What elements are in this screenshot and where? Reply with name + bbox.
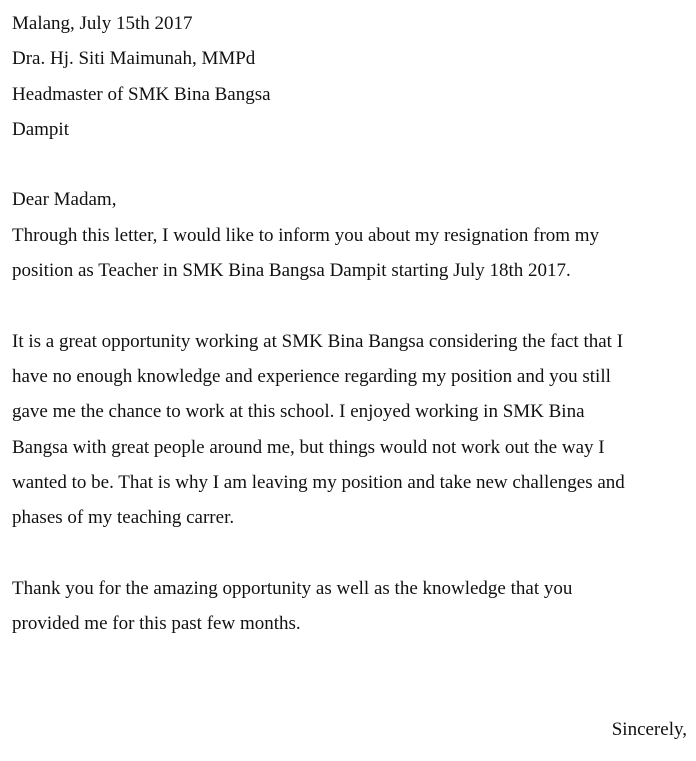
salutation: Dear Madam, [12,189,117,211]
closing-signoff: Sincerely, [611,719,687,740]
recipient-title: Headmaster of SMK Bina Bangsa [12,83,271,105]
recipient-city: Dampit [12,118,69,140]
paragraph-line: wanted to be. That is why I am leaving my position and take new challenges and [12,471,625,493]
paragraph-line: Bangsa with great people around me, but things would not work out the way I [12,436,605,458]
place-date: Malang, July 15th 2017 [12,13,193,34]
paragraph-line: position as Teacher in SMK Bina Bangsa Dampit starting July 18th 2017. [12,260,571,282]
paragraph-line: Thank you for the amazing opportunity as well as the knowledge that you [12,577,573,599]
paragraph-line: Through this letter, I would like to inform you about my resignation from my [12,224,600,246]
paragraph-resignation [12,218,696,289]
spacer [12,147,696,182]
paragraph-line: phases of my teaching carrer. [12,507,235,529]
paragraph-experience [12,324,696,536]
paragraph-line: provided me for this past few months. [12,613,301,635]
letter-body [12,6,696,641]
paragraph-thanks [12,571,696,642]
paragraph-line: have no enough knowledge and experience regarding my position and you still [12,365,611,387]
paragraph-line: gave me the chance to work at this school. I enjoyed working in SMK Bina [12,401,585,423]
spacer [12,288,696,323]
paragraph-line: It is a great opportunity working at SMK Bina Bangsa considering the fact that I [12,330,624,352]
recipient-name: Dra. Hj. Siti Maimunah, MMPd [12,48,256,70]
spacer [12,535,696,570]
